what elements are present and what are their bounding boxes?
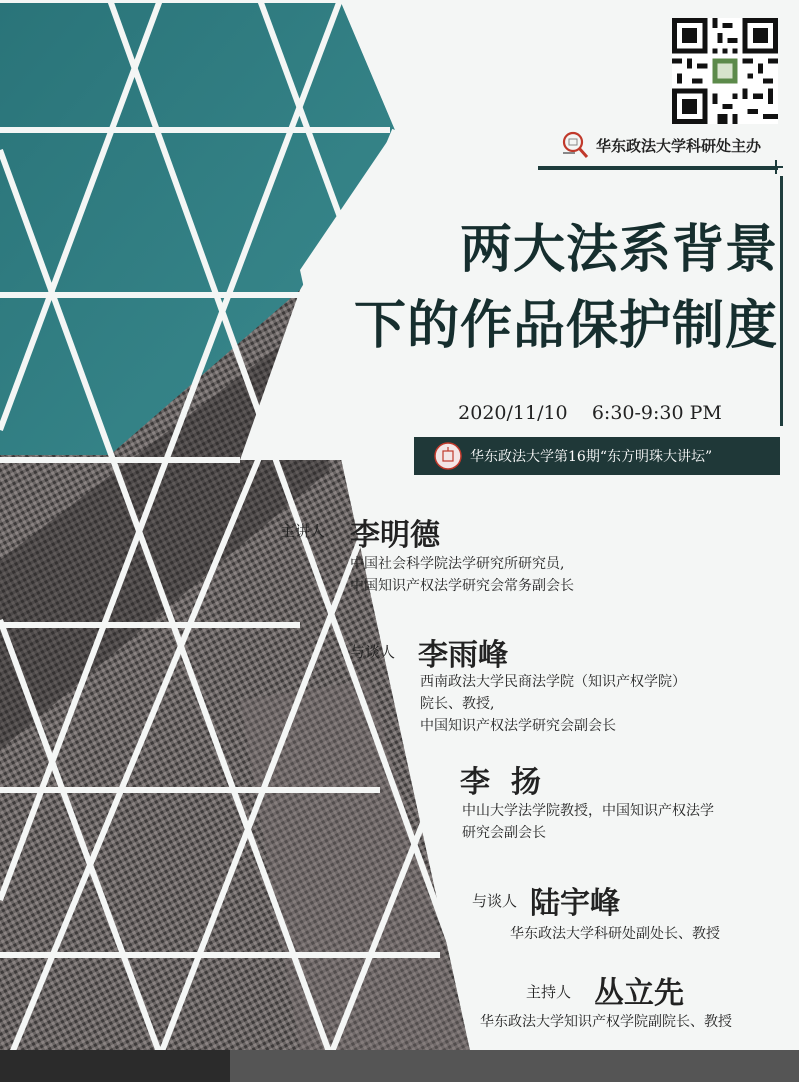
speaker-name: 李雨峰 bbox=[418, 638, 508, 673]
speaker-role: 与谈人 bbox=[350, 643, 396, 661]
title-line-2: 下的作品保护制度 bbox=[353, 295, 778, 356]
speaker-name: 李明德 bbox=[350, 518, 440, 553]
speaker-desc-line: 院长、教授, bbox=[420, 696, 495, 712]
forum-banner bbox=[414, 437, 780, 475]
divider-vertical bbox=[780, 176, 783, 426]
speaker-desc-line: 中山大学法学院教授，中国知识产权法学 bbox=[462, 803, 714, 819]
organizer-text: 华东政法大学科研处主办 bbox=[596, 136, 762, 155]
speaker-desc-line: 华东政法大学科研处副处长、教授 bbox=[510, 926, 720, 942]
magnifier-logo-icon bbox=[560, 130, 590, 160]
event-time: 6:30-9:30 PM bbox=[591, 402, 722, 424]
speaker-name: 陆宇峰 bbox=[530, 886, 620, 921]
qr-code-icon[interactable] bbox=[672, 18, 778, 124]
speaker-desc-line: 研究会副会长 bbox=[462, 825, 546, 841]
university-seal-icon bbox=[434, 442, 462, 470]
banner-text: 华东政法大学第16期“东方明珠大讲坛” bbox=[470, 449, 713, 465]
bottom-bar-left bbox=[0, 1050, 230, 1082]
speaker-desc-line: 中国社会科学院法学研究所研究员, bbox=[350, 556, 565, 572]
organizer-label bbox=[560, 128, 780, 162]
event-date: 2020/11/10 bbox=[458, 402, 568, 424]
speaker-role: 与谈人 bbox=[472, 892, 518, 910]
speaker-role: 主讲人 bbox=[280, 522, 326, 540]
title-line-1: 两大法系背景 bbox=[459, 219, 778, 280]
event-datetime bbox=[440, 402, 740, 424]
divider-horizontal bbox=[538, 166, 778, 170]
speaker-desc-line: 西南政法大学民商法学院（知识产权学院） bbox=[420, 674, 686, 690]
speaker-desc-line: 中国知识产权法学研究会常务副会长 bbox=[350, 578, 574, 594]
speaker-role: 主持人 bbox=[526, 983, 572, 1001]
plus-mark-h bbox=[769, 166, 783, 168]
page-title bbox=[250, 212, 778, 364]
speaker-desc-line: 中国知识产权法学研究会副会长 bbox=[420, 718, 616, 734]
speaker-name: 丛立先 bbox=[594, 976, 684, 1011]
speaker-name: 李 扬 bbox=[460, 765, 541, 800]
speaker-desc-line: 华东政法大学知识产权学院副院长、教授 bbox=[480, 1014, 732, 1030]
